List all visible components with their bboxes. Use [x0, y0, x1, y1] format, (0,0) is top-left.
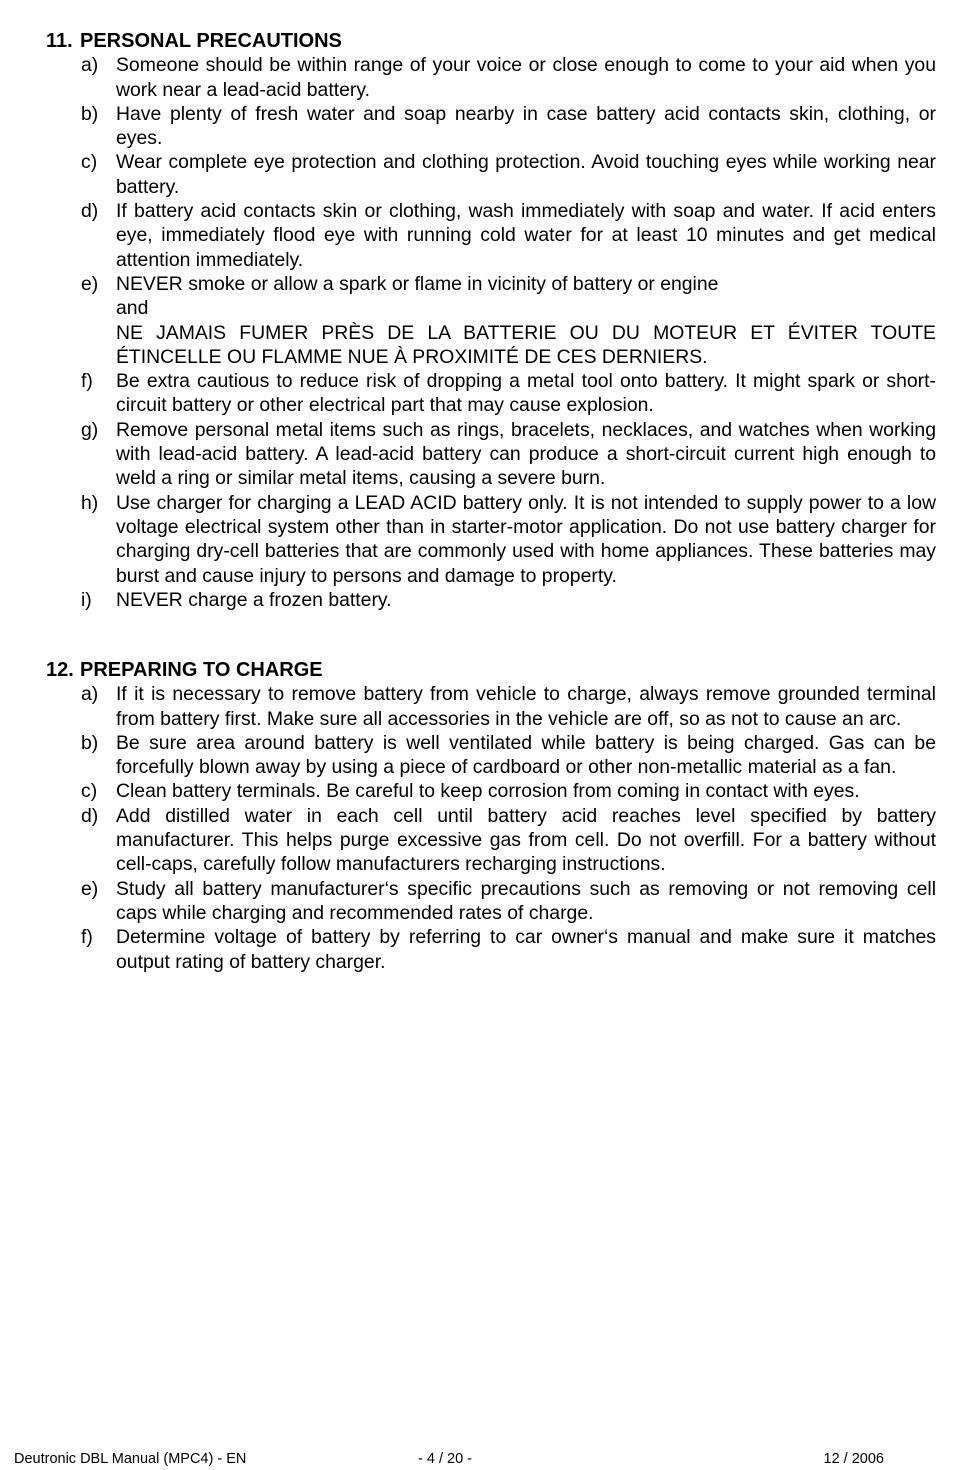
- item-paragraph: NEVER charge a frozen battery.: [116, 588, 392, 611]
- item-paragraph: Wear complete eye protection and clothing protection. Avoid touching eyes while working near battery.: [116, 151, 936, 198]
- item-label: f): [81, 370, 93, 393]
- item-paragraph: Someone should be within range of your voice or close enough to come to your aid when you work near a lead-acid battery.: [116, 54, 936, 101]
- item-text: [116, 588, 936, 612]
- item-paragraph: Study all battery manufacturer‘s specific precautions such as removing or not removing cell caps while charging and recommended rates of charge.: [116, 877, 936, 924]
- item-paragraph: Remove personal metal items such as rings, bracelets, necklaces, and watches when working with lead-acid battery. A lead-acid battery can produce a short-circuit current high enough to weld a ring or similar metal items, causing a severe burn.: [116, 418, 936, 490]
- list-item: [46, 682, 938, 731]
- item-label: a): [81, 54, 99, 77]
- precaution-list: [46, 682, 938, 974]
- item-text: [116, 491, 936, 588]
- item-label: d): [81, 804, 99, 827]
- section-heading: [46, 29, 938, 53]
- item-label: f): [81, 926, 93, 949]
- section-title: PERSONAL PRECAUTIONS: [80, 30, 342, 52]
- item-paragraph: Have plenty of fresh water and soap nearby in case battery acid contacts skin, clothing, or eyes.: [116, 102, 936, 150]
- list-item: [46, 491, 938, 588]
- item-text: [116, 682, 936, 731]
- list-item: [46, 102, 938, 151]
- section-preparing-to-charge: [46, 658, 938, 974]
- item-paragraph: Clean battery terminals. Be careful to keep corrosion from coming in contact with eyes.: [116, 780, 860, 803]
- footer-page-number: - 4 / 20 -: [418, 1451, 472, 1467]
- list-item: [46, 150, 938, 199]
- list-item: [46, 731, 938, 780]
- item-paragraph: If battery acid contacts skin or clothing, wash immediately with soap and water. If acid enters eye, immediately flood eye with running cold water for at least 10 minutes and get medical attention immediately.: [116, 200, 936, 271]
- item-paragraph: and: [116, 297, 149, 320]
- item-text: [116, 199, 936, 272]
- page-footer: [14, 1450, 884, 1470]
- item-label: b): [81, 102, 99, 125]
- item-text: [116, 272, 936, 369]
- list-item: [46, 588, 938, 612]
- section-title: PREPARING TO CHARGE: [80, 659, 323, 681]
- list-item: [46, 804, 938, 877]
- item-paragraph: Add distilled water in each cell until battery acid reaches level specified by battery manufacturer. This helps purge excessive gas from cell. Do not overfill. For a battery without cell-caps, carefully follow manufacturers recharging instructions.: [116, 804, 936, 876]
- item-label: c): [81, 151, 98, 174]
- list-item: [46, 199, 938, 272]
- item-paragraph: Determine voltage of battery by referring to car owner‘s manual and make sure it matches output rating of battery charger.: [116, 926, 936, 973]
- footer-document-title: Deutronic DBL Manual (MPC4) - EN: [14, 1451, 247, 1467]
- list-item: [46, 779, 938, 803]
- item-label: e): [81, 272, 99, 295]
- section-number: 12.: [46, 659, 74, 681]
- item-text: [116, 150, 936, 199]
- item-label: d): [81, 200, 99, 223]
- list-item: [46, 925, 938, 974]
- item-label: h): [81, 491, 99, 514]
- item-paragraph: If it is necessary to remove battery from vehicle to charge, always remove grounded terminal from battery first. Make sure all accessories in the vehicle are off, so as not to cause an arc.: [116, 683, 936, 730]
- item-label: e): [81, 877, 99, 900]
- item-text: [116, 418, 936, 491]
- item-text: [116, 804, 936, 877]
- item-paragraph: NE JAMAIS FUMER PRÈS DE LA BATTERIE OU DU MOTEUR ET ÉVITER TOUTE ÉTINCELLE OU FLAMME NUE À PROXIMITÉ DE CES DERNIERS.: [116, 321, 936, 368]
- list-item: [46, 53, 938, 102]
- item-label: c): [81, 780, 98, 803]
- section-personal-precautions: [46, 29, 938, 612]
- item-paragraph: Be sure area around battery is well ventilated while battery is being charged. Gas can be forcefully blown away by using a piece of cardboard or other non-metallic material as a fan.: [116, 731, 936, 779]
- list-item: [46, 418, 938, 491]
- list-item: [46, 877, 938, 926]
- item-text: [116, 877, 936, 926]
- item-text: [116, 102, 936, 151]
- item-text: [116, 731, 936, 780]
- item-paragraph: NEVER smoke or allow a spark or flame in vicinity of battery or engine: [116, 272, 719, 295]
- item-label: a): [81, 683, 99, 706]
- item-paragraph: Be extra cautious to reduce risk of dropping a metal tool onto battery. It might spark or short-circuit battery or other electrical part that may cause explosion.: [116, 370, 936, 417]
- precaution-list: [46, 53, 938, 612]
- section-number: 11.: [46, 30, 73, 52]
- list-item: [46, 369, 938, 418]
- item-paragraph: Use charger for charging a LEAD ACID battery only. It is not intended to supply power to a low voltage electrical system other than in starter-motor application. Do not use battery charger for charging dry-cell batteries that are commonly used with home appliances. These batteries may burst and cause injury to persons and damage to property.: [116, 491, 936, 587]
- footer-date: 12 / 2006: [823, 1451, 884, 1467]
- item-text: [116, 925, 936, 974]
- item-label: b): [81, 731, 99, 754]
- item-label: g): [81, 418, 99, 441]
- section-heading: [46, 658, 938, 682]
- item-text: [116, 53, 936, 102]
- list-item: [46, 272, 938, 369]
- item-label: i): [81, 588, 92, 611]
- item-text: [116, 369, 936, 418]
- item-text: [116, 779, 936, 803]
